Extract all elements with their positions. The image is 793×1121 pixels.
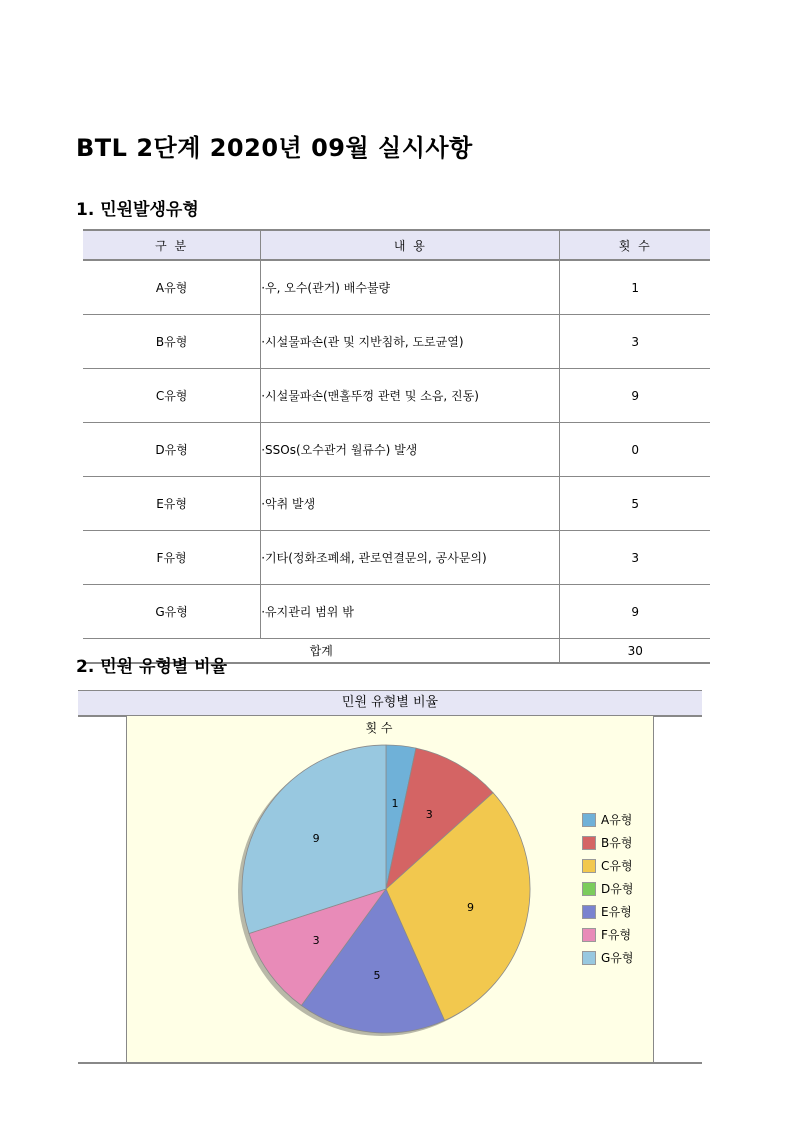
row-content: ·유지관리 범위 밖 [261, 585, 560, 639]
row-count: 9 [560, 585, 710, 639]
legend-swatch [582, 836, 596, 850]
row-count: 1 [560, 260, 710, 315]
row-type: D유형 [83, 423, 261, 477]
row-content: ·SSOs(오수관거 월류수) 발생 [261, 423, 560, 477]
total-value: 30 [560, 639, 710, 664]
header-category: 구 분 [83, 230, 261, 260]
legend-swatch [582, 882, 596, 896]
legend-item [582, 900, 633, 923]
row-type: B유형 [83, 315, 261, 369]
legend-item [582, 808, 633, 831]
row-count: 3 [560, 531, 710, 585]
legend-item [582, 946, 633, 969]
pie-data-label: 5 [373, 968, 381, 982]
legend-label: F유형 [601, 928, 632, 942]
chart-title: 횟 수 [365, 721, 393, 735]
header-count: 횟 수 [560, 230, 710, 260]
header-content: 내 용 [261, 230, 560, 260]
row-count: 3 [560, 315, 710, 369]
legend-label: D유형 [601, 882, 634, 896]
row-content: ·시설물파손(관 및 지반침하, 도로균열) [261, 315, 560, 369]
legend-swatch [582, 859, 596, 873]
row-count: 9 [560, 369, 710, 423]
row-type: G유형 [83, 585, 261, 639]
row-type: C유형 [83, 369, 261, 423]
legend-label: E유형 [601, 905, 632, 919]
row-type: A유형 [83, 260, 261, 315]
row-content: ·시설물파손(맨홀뚜껑 관련 및 소음, 진동) [261, 369, 560, 423]
pie-data-label: 9 [312, 832, 320, 846]
section-2-title: 2. 민원 유형별 비율 [76, 657, 227, 677]
pie-data-label: 1 [391, 797, 399, 811]
row-content: ·기타(정화조폐쇄, 관로연결문의, 공사문의) [261, 531, 560, 585]
legend-item [582, 877, 633, 900]
legend-swatch [582, 905, 596, 919]
row-count: 0 [560, 423, 710, 477]
legend-item [582, 854, 633, 877]
row-count: 5 [560, 477, 710, 531]
section-1-title: 1. 민원발생유형 [76, 200, 199, 220]
legend-swatch [582, 813, 596, 827]
row-type: E유형 [83, 477, 261, 531]
row-type: F유형 [83, 531, 261, 585]
page-title: BTL 2단계 2020년 09월 실시사항 [76, 134, 473, 162]
legend-label: G유형 [601, 951, 634, 965]
pie-data-label: 3 [312, 933, 320, 947]
legend-label: C유형 [601, 859, 633, 873]
legend-label: A유형 [601, 813, 633, 827]
row-content: ·악취 발생 [261, 477, 560, 531]
legend-swatch [582, 951, 596, 965]
chart-header: 민원 유형별 비율 [78, 690, 702, 717]
chart-legend [582, 808, 633, 969]
pie-data-label: 3 [425, 808, 433, 822]
legend-label: B유형 [601, 836, 633, 850]
total-label: 합계 [83, 639, 560, 664]
legend-item [582, 923, 633, 946]
legend-swatch [582, 928, 596, 942]
row-content: ·우, 오수(관거) 배수불량 [261, 260, 560, 315]
legend-item [582, 831, 633, 854]
pie-data-label: 9 [467, 901, 474, 914]
